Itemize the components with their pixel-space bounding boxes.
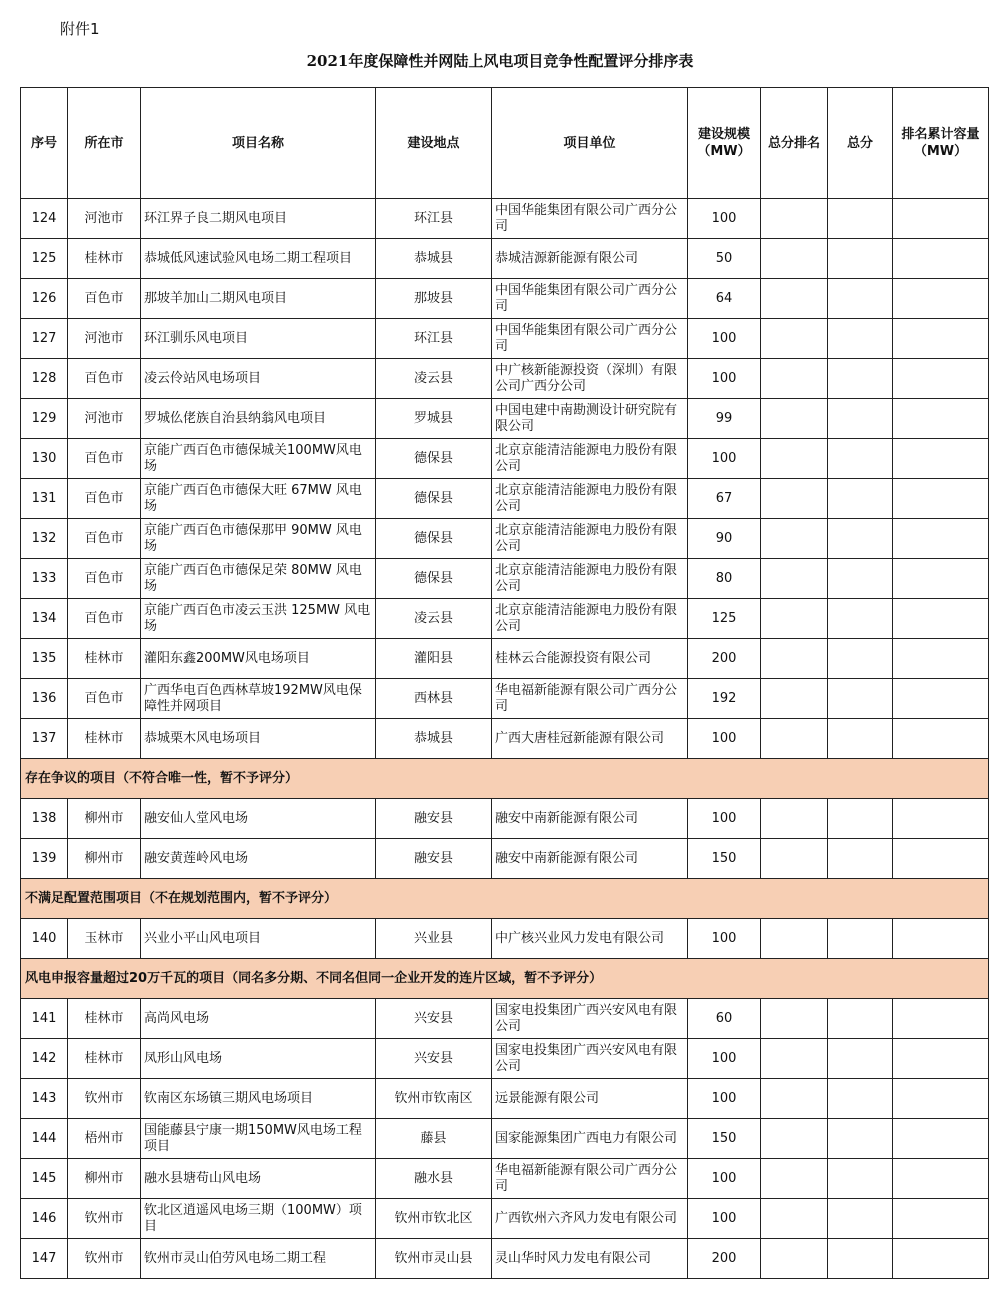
cell-score <box>828 439 893 479</box>
cell-seq: 136 <box>21 679 68 719</box>
cell-scale: 60 <box>688 999 761 1039</box>
cell-project-name: 环江驯乐风电项目 <box>141 319 376 359</box>
cell-city: 桂林市 <box>68 639 141 679</box>
cell-project-unit: 灵山华时风力发电有限公司 <box>492 1239 688 1279</box>
cell-cumulative-capacity <box>893 999 989 1039</box>
cell-scale: 100 <box>688 359 761 399</box>
cell-rank <box>761 679 828 719</box>
cell-rank <box>761 319 828 359</box>
cell-rank <box>761 519 828 559</box>
cell-project-name: 兴业小平山风电项目 <box>141 919 376 959</box>
ranking-table <box>20 87 989 1279</box>
table-row <box>21 359 989 399</box>
cell-city: 桂林市 <box>68 239 141 279</box>
cell-rank <box>761 1079 828 1119</box>
cell-rank <box>761 559 828 599</box>
cell-project-unit: 中广核新能源投资（深圳）有限公司广西分公司 <box>492 359 688 399</box>
cell-project-name: 京能广西百色市德保大旺 67MW 风电场 <box>141 479 376 519</box>
cell-seq: 134 <box>21 599 68 639</box>
section-b <box>21 759 989 799</box>
cell-cumulative-capacity <box>893 439 989 479</box>
cell-scale: 200 <box>688 1239 761 1279</box>
cell-score <box>828 639 893 679</box>
cell-cumulative-capacity <box>893 199 989 239</box>
cell-city: 河池市 <box>68 199 141 239</box>
cell-seq: 131 <box>21 479 68 519</box>
cell-scale: 100 <box>688 1079 761 1119</box>
table-row <box>21 479 989 519</box>
cell-project-unit: 华电福新能源有限公司广西分公司 <box>492 1159 688 1199</box>
cell-city: 柳州市 <box>68 799 141 839</box>
cell-rank <box>761 799 828 839</box>
cell-location: 恭城县 <box>376 239 492 279</box>
cell-seq: 139 <box>21 839 68 879</box>
cell-project-unit: 中国华能集团有限公司广西分公司 <box>492 279 688 319</box>
cell-project-name: 高尚风电场 <box>141 999 376 1039</box>
table-group-d <box>21 999 989 1279</box>
cell-seq: 142 <box>21 1039 68 1079</box>
cell-project-name: 环江界子良二期风电项目 <box>141 199 376 239</box>
header-city: 所在市 <box>68 88 141 199</box>
cell-location: 西林县 <box>376 679 492 719</box>
cell-scale: 100 <box>688 1199 761 1239</box>
cell-project-name: 钦州市灵山伯劳风电场二期工程 <box>141 1239 376 1279</box>
cell-cumulative-capacity <box>893 559 989 599</box>
cell-city: 钦州市 <box>68 1239 141 1279</box>
cell-project-unit: 中国华能集团有限公司广西分公司 <box>492 319 688 359</box>
cell-project-name: 京能广西百色市德保那甲 90MW 风电场 <box>141 519 376 559</box>
cell-cumulative-capacity <box>893 839 989 879</box>
cell-city: 河池市 <box>68 399 141 439</box>
document-title: 2021年度保障性并网陆上风电项目竞争性配置评分排序表 <box>306 52 694 70</box>
cell-rank <box>761 639 828 679</box>
cell-project-name: 钦南区东场镇三期风电场项目 <box>141 1079 376 1119</box>
cell-project-unit: 北京京能清洁能源电力股份有限公司 <box>492 439 688 479</box>
cell-score <box>828 839 893 879</box>
cell-seq: 127 <box>21 319 68 359</box>
cell-project-unit: 北京京能清洁能源电力股份有限公司 <box>492 559 688 599</box>
cell-location: 那坡县 <box>376 279 492 319</box>
cell-score <box>828 1199 893 1239</box>
cell-project-unit: 华电福新能源有限公司广西分公司 <box>492 679 688 719</box>
cell-project-name: 广西华电百色西林草坡192MW风电保障性并网项目 <box>141 679 376 719</box>
cell-cumulative-capacity <box>893 399 989 439</box>
table-row <box>21 399 989 439</box>
cell-seq: 132 <box>21 519 68 559</box>
cell-city: 百色市 <box>68 559 141 599</box>
cell-project-unit: 国家电投集团广西兴安风电有限公司 <box>492 999 688 1039</box>
cell-location: 环江县 <box>376 199 492 239</box>
table-row <box>21 839 989 879</box>
cell-project-name: 钦北区逍遥风电场三期（100MW）项目 <box>141 1199 376 1239</box>
cell-scale: 192 <box>688 679 761 719</box>
cell-scale: 200 <box>688 639 761 679</box>
cell-rank <box>761 239 828 279</box>
cell-rank <box>761 1039 828 1079</box>
cell-rank <box>761 439 828 479</box>
cell-location: 兴安县 <box>376 1039 492 1079</box>
cell-score <box>828 399 893 439</box>
cell-city: 柳州市 <box>68 839 141 879</box>
table-row <box>21 679 989 719</box>
cell-project-name: 国能藤县宁康一期150MW风电场工程项目 <box>141 1119 376 1159</box>
cell-location: 融安县 <box>376 839 492 879</box>
cell-project-name: 凌云伶站风电场项目 <box>141 359 376 399</box>
table-row <box>21 1159 989 1199</box>
cell-city: 河池市 <box>68 319 141 359</box>
cell-rank <box>761 839 828 879</box>
cell-scale: 150 <box>688 839 761 879</box>
cell-project-name: 恭城低风速试验风电场二期工程项目 <box>141 239 376 279</box>
section-header-over-capacity: 风电申报容量超过20万千瓦的项目（同名多分期、不同名但同一企业开发的连片区域，暂不予评分） <box>21 959 989 999</box>
header-rank: 总分排名 <box>761 88 828 199</box>
table-row <box>21 239 989 279</box>
table-row <box>21 439 989 479</box>
cell-rank <box>761 1199 828 1239</box>
table-row <box>21 1239 989 1279</box>
cell-location: 罗城县 <box>376 399 492 439</box>
cell-location: 恭城县 <box>376 719 492 759</box>
cell-score <box>828 1119 893 1159</box>
cell-cumulative-capacity <box>893 359 989 399</box>
cell-project-unit: 广西钦州六齐风力发电有限公司 <box>492 1199 688 1239</box>
table-group-b <box>21 799 989 879</box>
cell-cumulative-capacity <box>893 319 989 359</box>
cell-seq: 125 <box>21 239 68 279</box>
cell-scale: 100 <box>688 1159 761 1199</box>
cell-rank <box>761 199 828 239</box>
cell-project-name: 恭城栗木风电场项目 <box>141 719 376 759</box>
cell-seq: 140 <box>21 919 68 959</box>
cell-cumulative-capacity <box>893 1199 989 1239</box>
table-row <box>21 199 989 239</box>
cell-location: 德保县 <box>376 439 492 479</box>
header-project-name: 项目名称 <box>141 88 376 199</box>
cell-score <box>828 719 893 759</box>
header-scale: 建设规模（MW） <box>688 88 761 199</box>
cell-location: 凌云县 <box>376 359 492 399</box>
cell-location: 德保县 <box>376 479 492 519</box>
cell-rank <box>761 1239 828 1279</box>
cell-city: 玉林市 <box>68 919 141 959</box>
cell-cumulative-capacity <box>893 239 989 279</box>
cell-cumulative-capacity <box>893 479 989 519</box>
cell-city: 桂林市 <box>68 999 141 1039</box>
cell-project-name: 凤形山风电场 <box>141 1039 376 1079</box>
table-row <box>21 1079 989 1119</box>
cell-city: 钦州市 <box>68 1199 141 1239</box>
cell-seq: 141 <box>21 999 68 1039</box>
cell-scale: 150 <box>688 1119 761 1159</box>
cell-city: 百色市 <box>68 279 141 319</box>
cell-location: 德保县 <box>376 559 492 599</box>
cell-rank <box>761 599 828 639</box>
table-row <box>21 279 989 319</box>
cell-rank <box>761 359 828 399</box>
header-score: 总分 <box>828 88 893 199</box>
cell-rank <box>761 719 828 759</box>
cell-seq: 146 <box>21 1199 68 1239</box>
cell-project-name: 京能广西百色市德保足荣 80MW 风电场 <box>141 559 376 599</box>
cell-project-unit: 国家能源集团广西电力有限公司 <box>492 1119 688 1159</box>
cell-project-unit: 桂林云合能源投资有限公司 <box>492 639 688 679</box>
cell-city: 钦州市 <box>68 1079 141 1119</box>
cell-project-unit: 融安中南新能源有限公司 <box>492 839 688 879</box>
cell-score <box>828 199 893 239</box>
cell-city: 百色市 <box>68 479 141 519</box>
cell-city: 百色市 <box>68 599 141 639</box>
cell-score <box>828 479 893 519</box>
cell-project-name: 罗城仫佬族自治县纳翁风电项目 <box>141 399 376 439</box>
cell-project-unit: 恭城洁源新能源有限公司 <box>492 239 688 279</box>
cell-project-unit: 北京京能清洁能源电力股份有限公司 <box>492 519 688 559</box>
header-location: 建设地点 <box>376 88 492 199</box>
section-c <box>21 879 989 919</box>
cell-rank <box>761 479 828 519</box>
cell-seq: 138 <box>21 799 68 839</box>
cell-rank <box>761 1119 828 1159</box>
cell-rank <box>761 1159 828 1199</box>
cell-project-unit: 北京京能清洁能源电力股份有限公司 <box>492 599 688 639</box>
table-row <box>21 919 989 959</box>
cell-scale: 67 <box>688 479 761 519</box>
cell-location: 环江县 <box>376 319 492 359</box>
cell-rank <box>761 999 828 1039</box>
cell-scale: 50 <box>688 239 761 279</box>
table-row <box>21 1039 989 1079</box>
cell-city: 桂林市 <box>68 1039 141 1079</box>
cell-score <box>828 519 893 559</box>
cell-city: 百色市 <box>68 359 141 399</box>
cell-location: 凌云县 <box>376 599 492 639</box>
cell-cumulative-capacity <box>893 1079 989 1119</box>
cell-seq: 133 <box>21 559 68 599</box>
cell-cumulative-capacity <box>893 919 989 959</box>
cell-scale: 100 <box>688 919 761 959</box>
cell-cumulative-capacity <box>893 799 989 839</box>
cell-score <box>828 1239 893 1279</box>
cell-cumulative-capacity <box>893 519 989 559</box>
cell-rank <box>761 919 828 959</box>
cell-location: 融水县 <box>376 1159 492 1199</box>
table-group-a <box>21 199 989 759</box>
attachment-label: 附件1 <box>60 20 100 38</box>
cell-cumulative-capacity <box>893 279 989 319</box>
cell-scale: 100 <box>688 719 761 759</box>
cell-seq: 124 <box>21 199 68 239</box>
cell-cumulative-capacity <box>893 1119 989 1159</box>
cell-rank <box>761 279 828 319</box>
table-row <box>21 639 989 679</box>
cell-scale: 100 <box>688 319 761 359</box>
cell-project-name: 融安黄莲岭风电场 <box>141 839 376 879</box>
cell-project-name: 那坡羊加山二期风电项目 <box>141 279 376 319</box>
cell-location: 灌阳县 <box>376 639 492 679</box>
cell-scale: 100 <box>688 799 761 839</box>
cell-seq: 144 <box>21 1119 68 1159</box>
cell-seq: 147 <box>21 1239 68 1279</box>
cell-city: 百色市 <box>68 679 141 719</box>
cell-city: 桂林市 <box>68 719 141 759</box>
table-row <box>21 1199 989 1239</box>
cell-cumulative-capacity <box>893 1159 989 1199</box>
section-header-disputed: 存在争议的项目（不符合唯一性，暂不予评分） <box>21 759 989 799</box>
cell-cumulative-capacity <box>893 679 989 719</box>
cell-score <box>828 1159 893 1199</box>
table-row <box>21 999 989 1039</box>
cell-seq: 135 <box>21 639 68 679</box>
header-row <box>21 88 989 199</box>
cell-location: 德保县 <box>376 519 492 559</box>
table-row <box>21 559 989 599</box>
cell-rank <box>761 399 828 439</box>
cell-project-name: 融水县塘苟山风电场 <box>141 1159 376 1199</box>
cell-seq: 130 <box>21 439 68 479</box>
cell-cumulative-capacity <box>893 1039 989 1079</box>
table-row <box>21 799 989 839</box>
cell-project-name: 融安仙人堂风电场 <box>141 799 376 839</box>
table-row <box>21 719 989 759</box>
section-d <box>21 959 989 999</box>
cell-location: 兴安县 <box>376 999 492 1039</box>
cell-score <box>828 279 893 319</box>
section-header-out-of-scope: 不满足配置范围项目（不在规划范围内，暂不予评分） <box>21 879 989 919</box>
header-seq: 序号 <box>21 88 68 199</box>
cell-seq: 145 <box>21 1159 68 1199</box>
cell-score <box>828 359 893 399</box>
cell-score <box>828 559 893 599</box>
cell-cumulative-capacity <box>893 719 989 759</box>
cell-score <box>828 319 893 359</box>
cell-city: 柳州市 <box>68 1159 141 1199</box>
cell-project-name: 京能广西百色市德保城关100MW风电场 <box>141 439 376 479</box>
cell-scale: 64 <box>688 279 761 319</box>
table-group-c <box>21 919 989 959</box>
cell-scale: 99 <box>688 399 761 439</box>
cell-location: 兴业县 <box>376 919 492 959</box>
cell-project-unit: 北京京能清洁能源电力股份有限公司 <box>492 479 688 519</box>
cell-seq: 143 <box>21 1079 68 1119</box>
cell-scale: 125 <box>688 599 761 639</box>
cell-project-unit: 国家电投集团广西兴安风电有限公司 <box>492 1039 688 1079</box>
cell-location: 钦州市灵山县 <box>376 1239 492 1279</box>
cell-location: 钦州市钦北区 <box>376 1199 492 1239</box>
cell-scale: 80 <box>688 559 761 599</box>
cell-score <box>828 239 893 279</box>
cell-city: 百色市 <box>68 439 141 479</box>
cell-score <box>828 999 893 1039</box>
cell-score <box>828 919 893 959</box>
cell-score <box>828 799 893 839</box>
cell-project-unit: 中广核兴业风力发电有限公司 <box>492 919 688 959</box>
cell-scale: 100 <box>688 199 761 239</box>
cell-seq: 128 <box>21 359 68 399</box>
cell-scale: 100 <box>688 1039 761 1079</box>
cell-project-unit: 融安中南新能源有限公司 <box>492 799 688 839</box>
cell-project-unit: 中国电建中南勘测设计研究院有限公司 <box>492 399 688 439</box>
cell-scale: 100 <box>688 439 761 479</box>
cell-location: 融安县 <box>376 799 492 839</box>
cell-score <box>828 679 893 719</box>
header-cumulative-capacity: 排名累计容量（MW） <box>893 88 989 199</box>
cell-project-unit: 远景能源有限公司 <box>492 1079 688 1119</box>
cell-city: 梧州市 <box>68 1119 141 1159</box>
cell-location: 藤县 <box>376 1119 492 1159</box>
table-row <box>21 599 989 639</box>
cell-location: 钦州市钦南区 <box>376 1079 492 1119</box>
cell-project-unit: 广西大唐桂冠新能源有限公司 <box>492 719 688 759</box>
cell-seq: 126 <box>21 279 68 319</box>
table-row <box>21 319 989 359</box>
cell-cumulative-capacity <box>893 639 989 679</box>
cell-project-name: 灌阳东鑫200MW风电场项目 <box>141 639 376 679</box>
cell-project-name: 京能广西百色市凌云玉洪 125MW 风电场 <box>141 599 376 639</box>
header-project-unit: 项目单位 <box>492 88 688 199</box>
table-row <box>21 519 989 559</box>
cell-scale: 90 <box>688 519 761 559</box>
cell-project-unit: 中国华能集团有限公司广西分公司 <box>492 199 688 239</box>
cell-cumulative-capacity <box>893 599 989 639</box>
cell-score <box>828 1079 893 1119</box>
cell-score <box>828 599 893 639</box>
cell-city: 百色市 <box>68 519 141 559</box>
cell-cumulative-capacity <box>893 1239 989 1279</box>
cell-score <box>828 1039 893 1079</box>
table-row <box>21 1119 989 1159</box>
cell-seq: 137 <box>21 719 68 759</box>
cell-seq: 129 <box>21 399 68 439</box>
